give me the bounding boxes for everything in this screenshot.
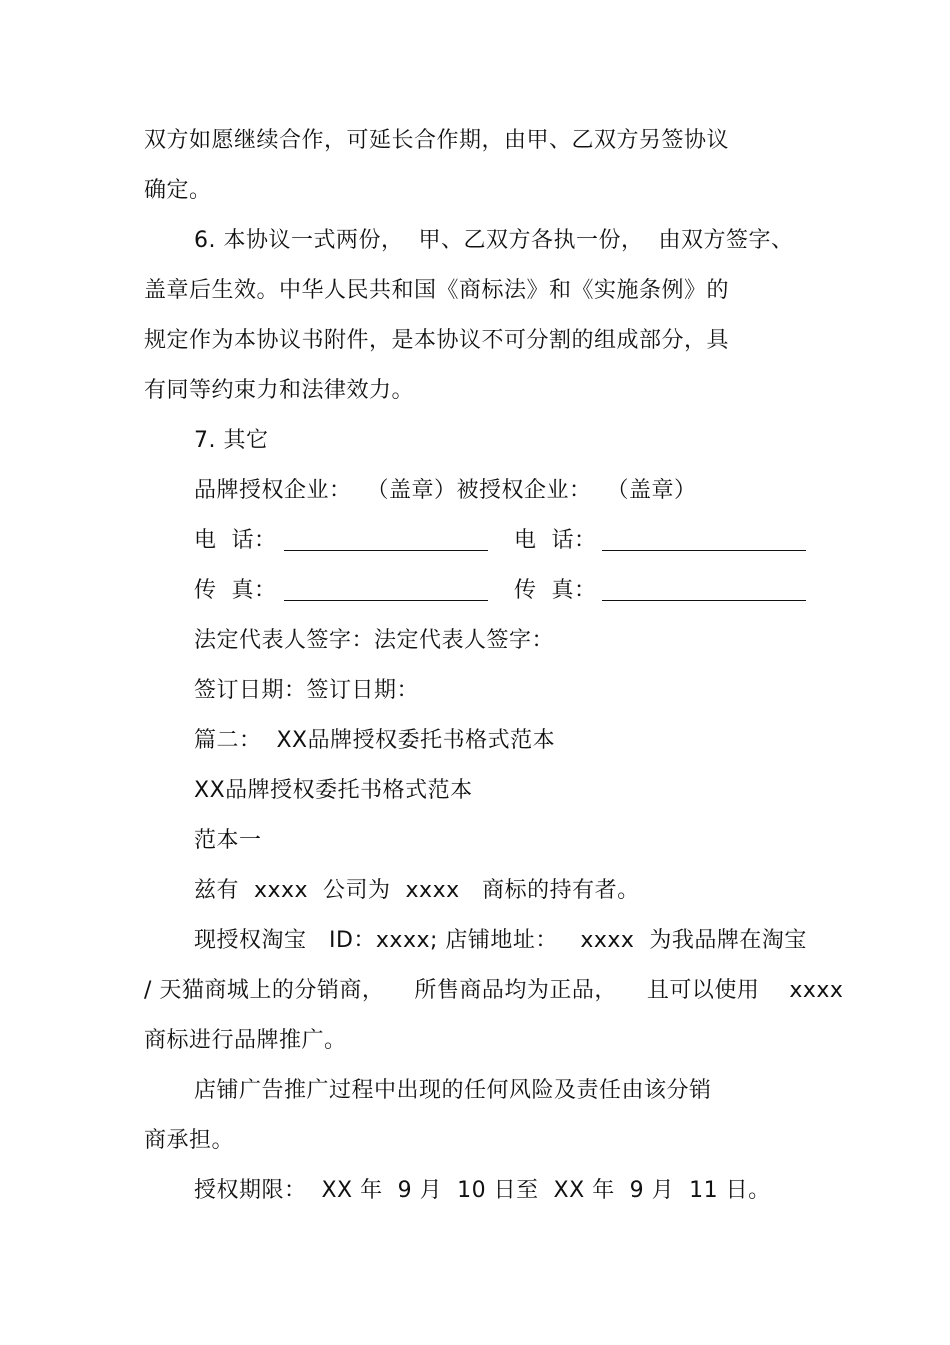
- signature-line: 法定代表人签字：法定代表人签字：: [194, 628, 555, 653]
- chapter-heading: 篇二： XX品牌授权委托书格式范本: [194, 728, 556, 753]
- fax-label: 传 真：: [514, 578, 597, 603]
- paragraph-line: 有同等约束力和法律效力。: [144, 378, 415, 403]
- paragraph-line: 规定作为本协议书附件，是本协议不可分割的组成部分，具: [144, 328, 730, 353]
- paragraph-line: 确定。: [144, 178, 212, 203]
- date-line: 签订日期：签订日期：: [194, 678, 420, 703]
- fax-blank: [284, 576, 488, 606]
- phone-label: 电 话：: [514, 528, 597, 553]
- paragraph-line: 商标进行品牌推广。: [144, 1028, 347, 1053]
- paragraph-line: 现授权淘宝 ID：xxxx; 店铺地址： xxxx 为我品牌在淘宝: [194, 928, 807, 953]
- sample-heading: 范本一: [194, 828, 262, 853]
- section-heading: 7. 其它: [194, 428, 269, 453]
- document-title: XX品牌授权委托书格式范本: [194, 778, 473, 803]
- paragraph-line: 兹有 xxxx 公司为 xxxx 商标的持有者。: [194, 878, 640, 903]
- phone-blank: [602, 526, 806, 556]
- term-line: 授权期限： XX 年 9 月 10 日至 XX 年 9 月 11 日。: [194, 1178, 771, 1203]
- phone-label: 电 话：: [194, 528, 277, 553]
- paragraph-line: 盖章后生效。中华人民共和国《商标法》和《实施条例》的: [144, 278, 730, 303]
- paragraph-line: 商承担。: [144, 1128, 235, 1153]
- paragraph-line: / 天猫商城上的分销商， 所售商品均为正品， 且可以使用 xxxx: [144, 978, 844, 1003]
- fax-blank: [602, 576, 806, 606]
- paragraph-line: 6. 本协议一式两份， 甲、乙双方各执一份， 由双方签字、: [194, 228, 794, 253]
- phone-blank: [284, 526, 488, 556]
- fax-label: 传 真：: [194, 578, 277, 603]
- paragraph-line: 店铺广告推广过程中出现的任何风险及责任由该分销: [194, 1078, 712, 1103]
- seal-line: 品牌授权企业： （盖章）被授权企业： （盖章）: [194, 478, 697, 503]
- paragraph-line: 双方如愿继续合作，可延长合作期，由甲、乙双方另签协议: [144, 128, 730, 153]
